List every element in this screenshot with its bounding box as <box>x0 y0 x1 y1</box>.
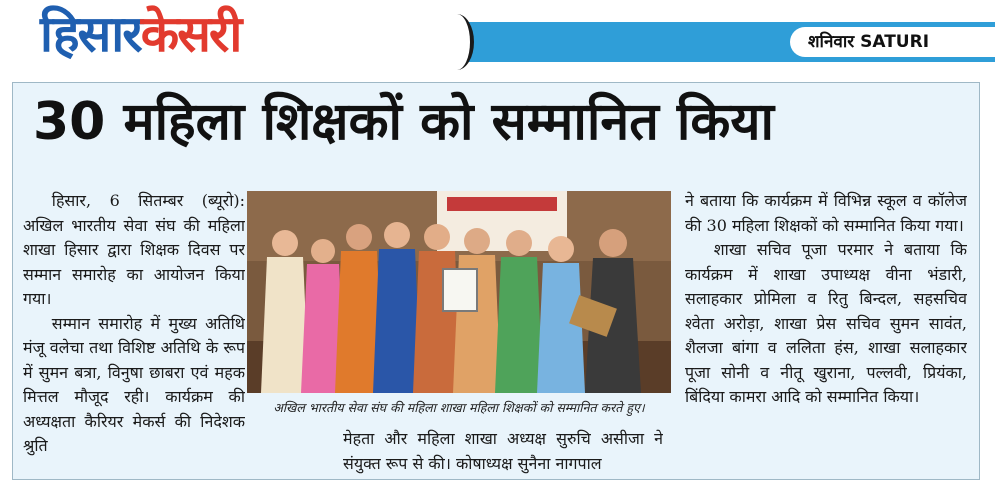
paragraph: सम्मान समारोह में मुख्य अतिथि मंजू वलेचा तथा विशिष्ट अतिथि के रूप में सुमन बत्रा, विनुषा छाबरा एवं महक मित्तल मौजूद रही। कार्यक्रम की अध्यक्षता कैरियर मेकर्स की निदेशक श्रुति <box>23 313 245 455</box>
masthead-notch <box>440 14 474 70</box>
article-headline: 30 महिला शिक्षकों को सम्मानित किया <box>33 92 774 152</box>
middle-text-column <box>343 427 663 479</box>
paragraph: शाखा सचिव पूजा परमार ने बताया कि कार्यक्रम में शाखा उपाध्यक्ष वीना भंडारी, सलाहकार प्रोमिला व रितु बिन्दल, सहसचिव श्वेता अरोड़ा, शाखा प्रेस सचिव सुमन सावंत, शैलजा बांगा व ललिता हंस, शाखा सलाहकार पूजा सोनी व नीतू खुराना, पल्लवी, प्रियंका, बिंदिया कामरा आदि को सम्मानित किया। <box>685 240 967 406</box>
dateline: शनिवार SATURI <box>790 27 995 57</box>
right-text-column <box>685 189 967 479</box>
newspaper-logo <box>40 6 240 64</box>
group-photo-illustration <box>247 191 671 393</box>
photo-caption: अखिल भारतीय सेवा संघ की महिला शाखा महिला शिक्षकों को सम्मानित करते हुए। <box>273 400 645 415</box>
left-text-column <box>23 189 245 479</box>
news-photo <box>247 191 671 393</box>
news-article <box>12 82 980 480</box>
paragraph: ने बताया कि कार्यक्रम में विभिन्न स्कूल व कॉलेज की 30 महिला शिक्षकों को सम्मानित किया गया। <box>685 191 967 235</box>
logo-part2: केसरी <box>140 5 241 63</box>
paragraph: हिसार, 6 सितम्बर (ब्यूरो): अखिल भारतीय सेवा संघ की महिला शाखा हिसार द्वारा शिक्षक दिवस पर सम्मान समारोह का आयोजन किया गया। <box>23 191 245 308</box>
paragraph: मेहता और महिला शाखा अध्यक्ष सुरुचि असीजा ने संयुक्त रूप से की। कोषाध्यक्ष सुनैना नागपाल <box>343 429 663 473</box>
logo-part1: हिसार <box>40 5 141 63</box>
newspaper-masthead <box>0 0 995 80</box>
